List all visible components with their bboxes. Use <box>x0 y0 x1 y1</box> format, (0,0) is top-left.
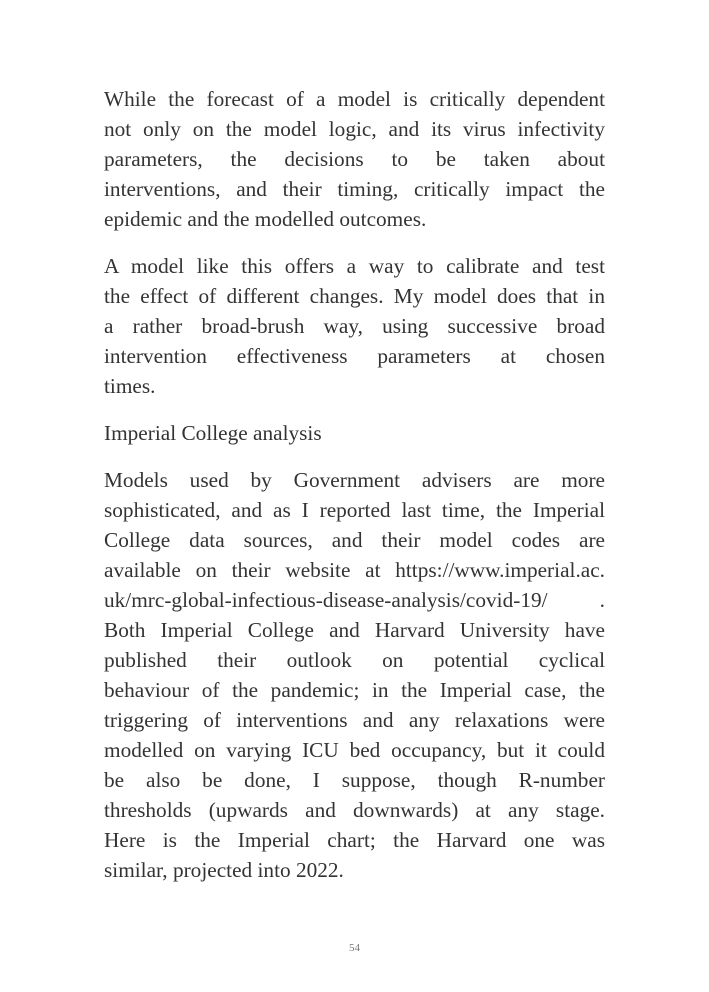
text-line: similar, projected into 2022. <box>104 858 344 882</box>
paragraph-imperial <box>104 465 605 885</box>
text-line: thresholds (upwards and downwards) at any stage. <box>104 798 605 822</box>
text-line: interventions, and their timing, critically impact the <box>104 177 605 201</box>
text-line: Here is the Imperial chart; the Harvard one was <box>104 828 605 852</box>
text-line: triggering of interventions and any relaxations were <box>104 708 605 732</box>
text-line: not only on the model logic, and its virus infectivity <box>104 117 605 141</box>
text-line: times. <box>104 374 156 398</box>
text-line: Both Imperial College and Harvard University have <box>104 618 605 642</box>
text-line: published their outlook on potential cyclical <box>104 648 605 672</box>
paragraph-model <box>104 251 605 401</box>
section-heading: Imperial College analysis <box>104 421 322 445</box>
page-number: 54 <box>349 942 360 954</box>
text-line: While the forecast of a model is critically dependent <box>104 87 605 111</box>
text-line: behaviour of the pandemic; in the Imperial case, the <box>104 678 605 702</box>
text-line: intervention effectiveness parameters at chosen <box>104 344 605 368</box>
text-line: sophisticated, and as I reported last time, the Imperial <box>104 498 605 522</box>
text-line: epidemic and the modelled outcomes. <box>104 207 427 231</box>
page-body <box>104 84 605 902</box>
text-line: A model like this offers a way to calibrate and test <box>104 254 605 278</box>
text-line: be also be done, I suppose, though R-number <box>104 768 605 792</box>
text-line: modelled on varying ICU bed occupancy, but it could <box>104 738 605 762</box>
text-line: parameters, the decisions to be taken about <box>104 147 605 171</box>
text-line: College data sources, and their model codes are <box>104 528 605 552</box>
text-line: a rather broad-brush way, using successive broad <box>104 314 605 338</box>
paragraph-forecast <box>104 84 605 234</box>
text-line: uk/mrc-global-infectious-disease-analysis/covid-19/ . <box>104 588 605 612</box>
text-line: available on their website at https://www.imperial.ac. <box>104 558 605 582</box>
text-line: Models used by Government advisers are more <box>104 468 605 492</box>
text-line: the effect of different changes. My model does that in <box>104 284 605 308</box>
